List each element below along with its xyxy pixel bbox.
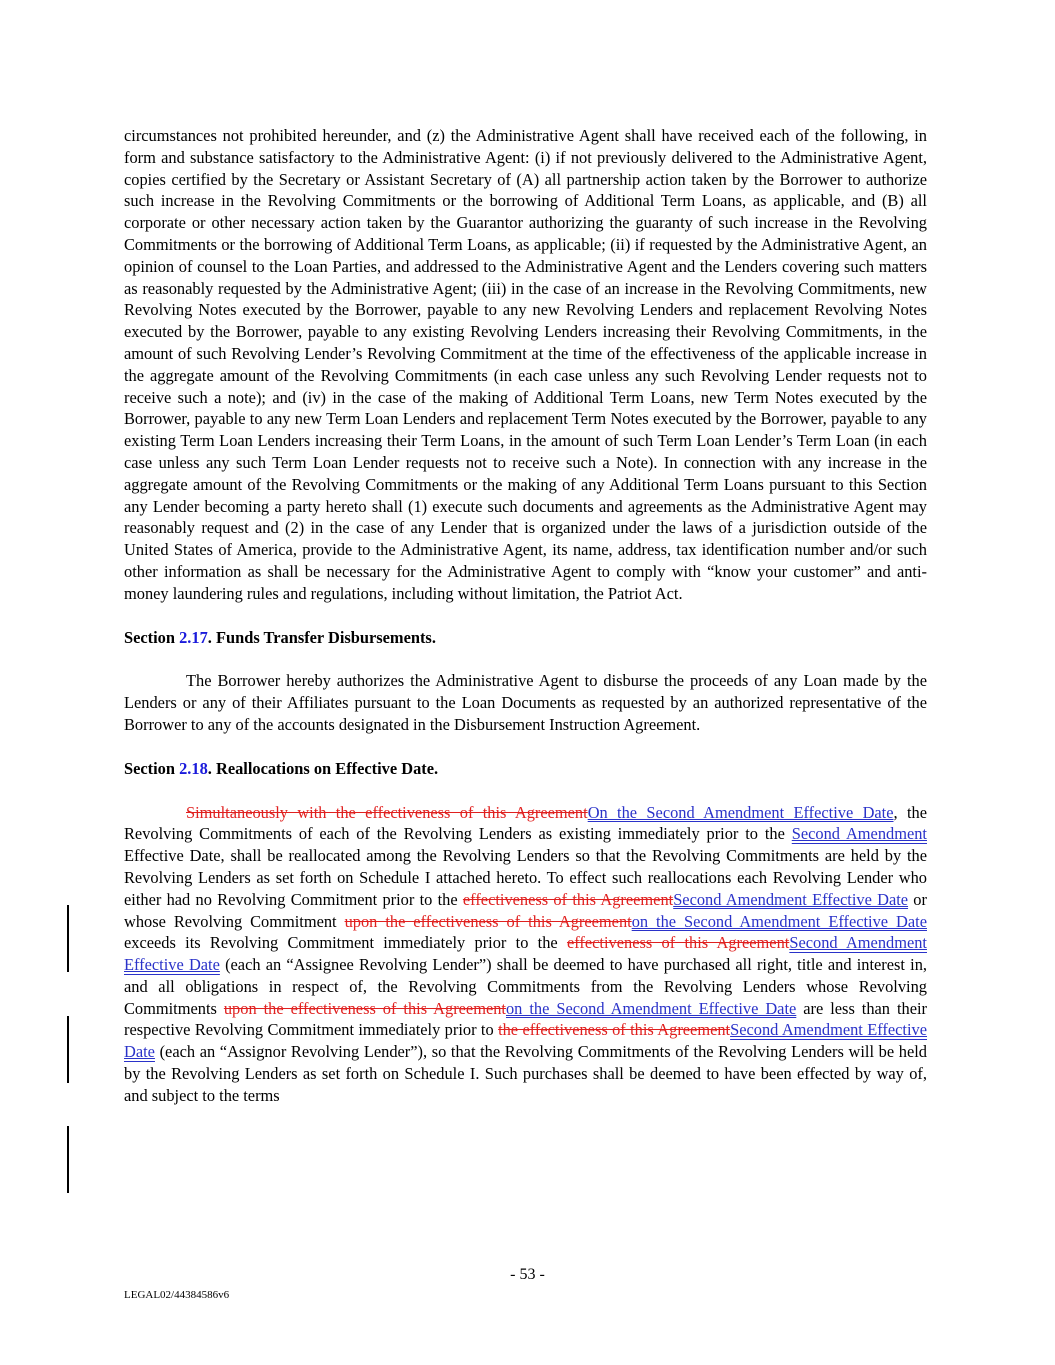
body-paragraph: circumstances not prohibited hereunder, and (z) the Administrative Agent shall have received each of the following, in form and substance satisfactory to the Administrative Agent: (i) if not previously delivered to the Administrative Agent, copies certified by the Secretary or Assistant Secretary of (A) all partnership action taken by the Borrower to authorize such increase in the Revolving Commitments or the borrowing of Additional Term Loans, as applicable, and (B) all corporate or other necessary action taken by the Guarantor authorizing the guaranty of such increase in the Revolving Commitments or the borrowing of Additional Term Loans, as applicable; (ii) if requested by the Administrative Agent, an opinion of counsel to the Loan Parties, and addressed to the Administrative Agent and the Lenders covering such matters as reasonably requested by the Administrative Agent; (iii) in the case of an increase in the Revolving Commitments, new Revolving Notes executed by the Borrower, payable to any new Revolving Lenders and replacement Revolving Notes executed by the Borrower, payable to any existing Revolving Lenders increasing their Revolving Commitments, in the amount of such Revolving Lender’s Revolving Commitment at the time of the effectiveness of the applicable increase in the aggregate amount of the Revolving Commitments (in each case unless any such Revolving Lender requests not to receive such a note); and (iv) in the case of the making of Additional Term Loans, new Term Notes executed by the Borrower, payable to any new Term Loan Lenders and replacement Term Notes executed by the Borrower, payable to any existing Term Loan Lenders increasing their Term Loans, in the amount of such Term Loan Lender’s Term Loan (in each case unless any such Term Loan Lender requests not to receive such a Note). In connection with any increase in the aggregate amount of the Revolving Commitments or the making of any Additional Term Loans pursuant to this Section any Lender becoming a party hereto shall (1) execute such documents and agreements as the Administrative Agent may reasonably request and (2) in the case of any Lender that is organized under the laws of a jurisdiction outside of the United States of America, provide to the Administrative Agent, its name, address, tax identification number and/or such other information as shall be necessary for the Administrative Agent to comply with “know your customer” and anti-money laundering rules and regulations, including without limitation, the Patriot Act. bbox=[124, 126, 927, 603]
deleted-text: upon the effectiveness of this Agreement bbox=[223, 998, 506, 1018]
inserted-text: Second Amendment Effective Date bbox=[673, 889, 909, 909]
revision-change-bar bbox=[67, 905, 69, 972]
inserted-text: on the Second Amendment Effective Date bbox=[631, 911, 927, 931]
body-text: exceeds its Revolving Commitment immediately prior to the bbox=[124, 933, 567, 953]
document-id: LEGAL02/44384586v6 bbox=[124, 1289, 230, 1301]
inserted-text: On the Second Amendment Effective Date bbox=[587, 802, 894, 822]
body-text: Effective Date, shall be reallocated among the Revolving Lenders so that the Revolving Commitments are held by the Revolving Lenders as set forth on Schedule I attached hereto. To effect such reallocations each Revolving Lender who either had no Revolving Commitment prior to the bbox=[124, 846, 927, 909]
section-title: . Funds Transfer Disbursements. bbox=[207, 627, 436, 647]
revision-change-bar bbox=[67, 1126, 69, 1193]
deleted-text: Simultaneously with the effectiveness of this Agreement bbox=[186, 802, 588, 822]
section-prefix: Section bbox=[124, 627, 180, 647]
section-2-18-redline-body bbox=[124, 802, 927, 1107]
inserted-text: Second Amendment Effective Date bbox=[124, 933, 927, 975]
section-number-link[interactable]: 2.17 bbox=[179, 627, 208, 647]
inserted-text: Second Amendment Effective Date bbox=[124, 1020, 928, 1062]
body-text: (each an “Assignee Revolving Lender”) shall be deemed to have purchased all right, title and interest in, and all obligations in respect of, the Revolving Commitments from the Revolving Lenders whose Revolving Commitments bbox=[124, 955, 927, 1018]
body-text: , the Revolving Commitments of each of the Revolving Lenders as existing immediately prior to the bbox=[124, 802, 927, 844]
body-text: or whose Revolving Commitment bbox=[124, 889, 927, 931]
body-text: are less than their respective Revolving Commitment immediately prior to bbox=[124, 998, 927, 1040]
revision-change-bar bbox=[67, 1016, 69, 1083]
section-2-17-body: The Borrower hereby authorizes the Administrative Agent to disburse the proceeds of any Loan made by the Lenders or any of their Affiliates pursuant to the Loan Documents as requested by an authorized representative of the Borrower to any of the accounts designated in the Disbursement Instruction Agreement. bbox=[124, 671, 927, 734]
deleted-text: effectiveness of this Agreement bbox=[462, 889, 674, 909]
section-prefix: Section bbox=[124, 758, 180, 778]
document-page bbox=[124, 125, 927, 1107]
section-number-link[interactable]: 2.18 bbox=[179, 758, 208, 778]
inserted-text: on the Second Amendment Effective Date bbox=[505, 998, 797, 1018]
inserted-text: Second Amendment bbox=[791, 824, 927, 844]
section-heading-2-17 bbox=[124, 627, 927, 649]
section-title: . Reallocations on Effective Date. bbox=[207, 758, 439, 778]
section-heading-2-18 bbox=[124, 758, 927, 780]
deleted-text: upon the effectiveness of this Agreement bbox=[344, 911, 632, 931]
page-number: - 53 - bbox=[510, 1266, 545, 1283]
deleted-text: effectiveness of this Agreement bbox=[566, 933, 790, 953]
deleted-text: the effectiveness of this Agreement bbox=[498, 1020, 731, 1040]
body-text: (each an “Assignor Revolving Lender”), so that the Revolving Commitments of the Revolving Lenders will be held by the Revolving Lenders as set forth on Schedule I. Such purchases shall be deemed to have been effected by way of, and subject to the terms bbox=[124, 1042, 927, 1105]
